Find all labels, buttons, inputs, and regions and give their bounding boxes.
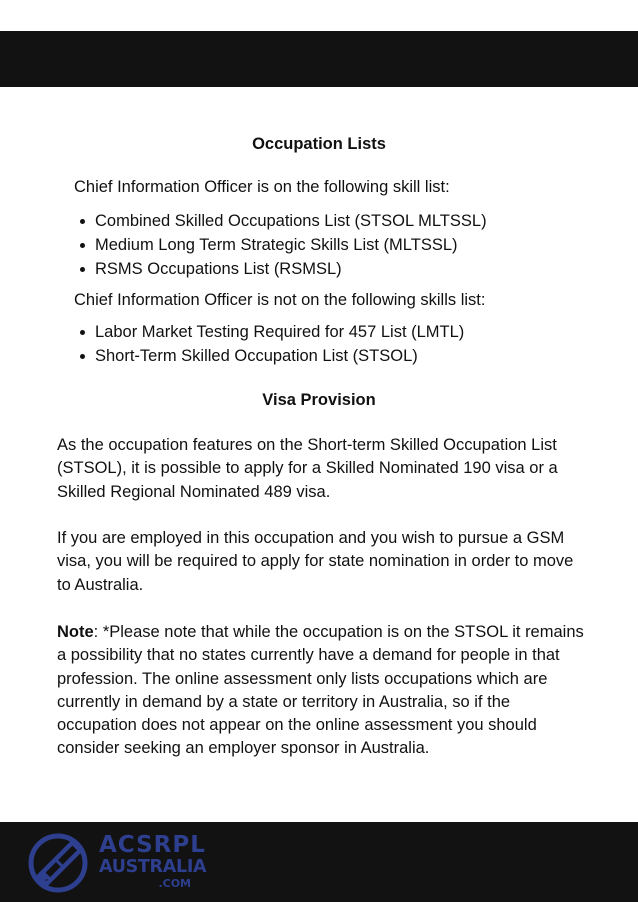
visa-paragraph-1: As the occupation features on the Short-term Skilled Occupation List (STSOL), it is possible to apply for a Skilled Nominated 190 visa or a Skilled Regional Nominated 489 visa. [57, 436, 558, 501]
logo-line-1: ACSRPL [99, 832, 206, 858]
header-bar [0, 31, 638, 87]
footer-bar [0, 822, 638, 902]
list-item: Labor Market Testing Required for 457 List (LMTL) [74, 320, 464, 344]
note-paragraph [57, 621, 585, 761]
note-label: Note [57, 623, 94, 641]
list-item: RSMS Occupations List (RSMSL) [74, 257, 487, 281]
acsrpl-logo[interactable] [25, 830, 205, 896]
off-list [74, 320, 464, 368]
visa-paragraph-2: If you are employed in this occupation and you wish to pursue a GSM visa, you will be required to apply for state nomination in order to move to Australia. [57, 529, 574, 594]
on-list [74, 209, 487, 281]
list-item: Short-Term Skilled Occupation List (STSOL) [74, 344, 464, 368]
off-list-intro: Chief Information Officer is not on the following skills list: [74, 291, 486, 309]
list-item: Combined Skilled Occupations List (STSOL MLTSSL) [74, 209, 487, 233]
logo-line-2: AUSTRALIA [99, 857, 207, 877]
occupation-lists-heading: Occupation Lists [252, 135, 386, 153]
visa-provision-heading: Visa Provision [262, 391, 376, 409]
note-text: : *Please note that while the occupation is on the STSOL it remains a possibility that no states currently have a demand for people in that profession. The online assessment only lists occupations which are currently in demand by a state or territory in Australia, so if the occupation does not appear on the online assessment you should consider seeking an employer sponsor in Australia. [57, 623, 584, 758]
pencil-circle-icon [25, 830, 93, 896]
list-item: Medium Long Term Strategic Skills List (MLTSSL) [74, 233, 487, 257]
logo-wordmark [99, 834, 206, 889]
logo-line-3: .COM [158, 876, 191, 890]
on-list-intro: Chief Information Officer is on the following skill list: [74, 178, 450, 196]
